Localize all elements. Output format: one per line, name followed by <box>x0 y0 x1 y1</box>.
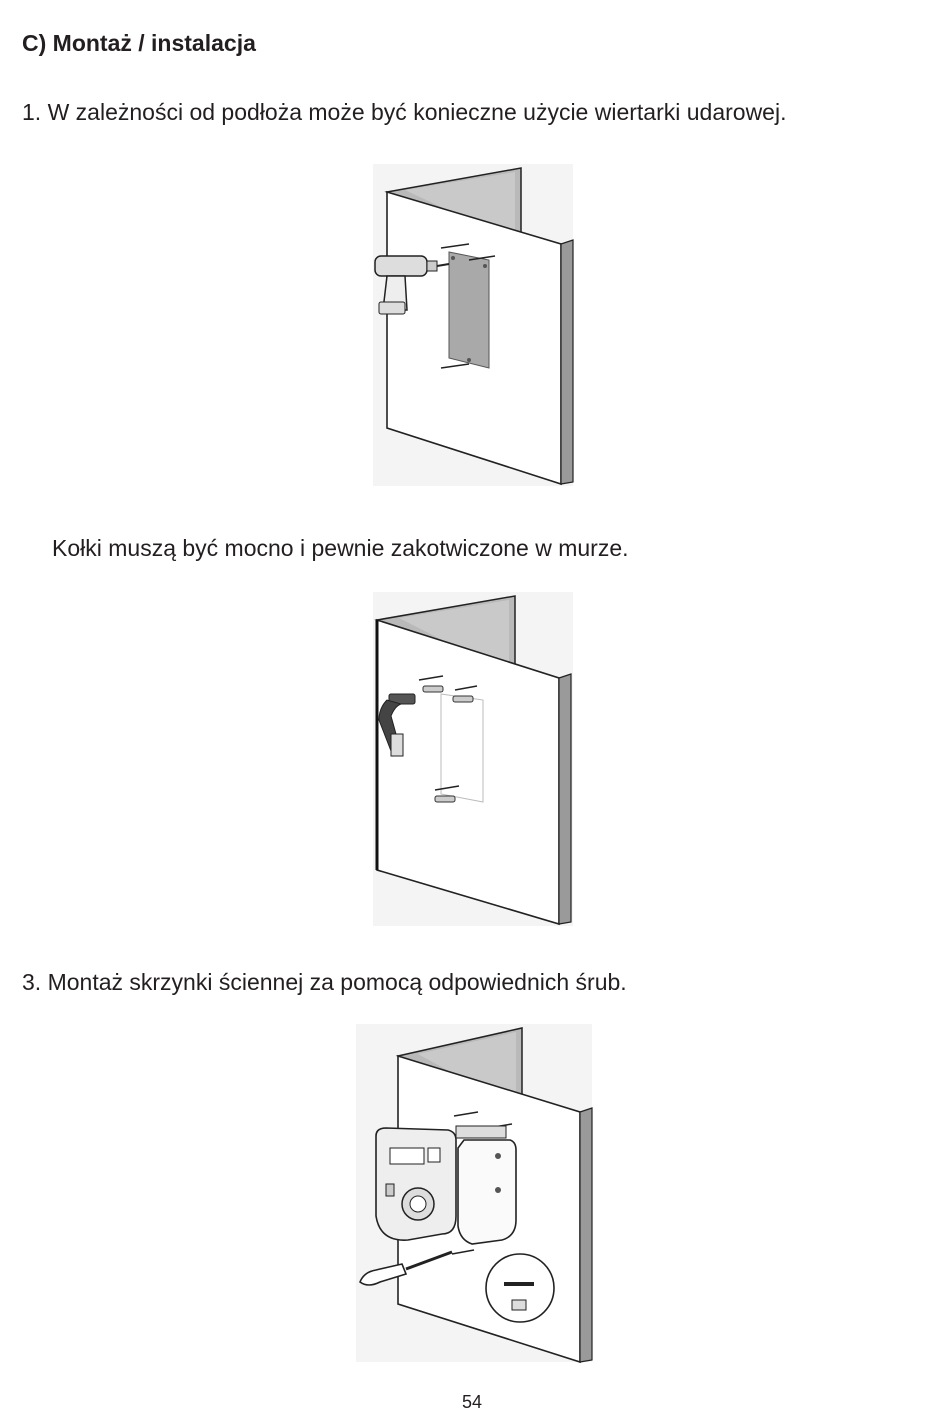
section-title: C) Montaż / instalacja <box>22 30 256 56</box>
drilling-illustration <box>365 160 585 490</box>
page-number: 54 <box>462 1392 483 1412</box>
step-1-text: 1. W zależności od podłoża może być konieczne użycie wiertarki udarowej. <box>22 99 787 125</box>
step-2-text: Kołki muszą być mocno i pewnie zakotwiczone w murze. <box>52 535 629 561</box>
wallbox-icon <box>376 1126 516 1244</box>
step-3-text: 3. Montaż skrzynki ściennej za pomocą odpowiednich śrub. <box>22 969 627 995</box>
dowels-illustration <box>365 588 580 928</box>
wallbox-illustration <box>352 1020 597 1366</box>
